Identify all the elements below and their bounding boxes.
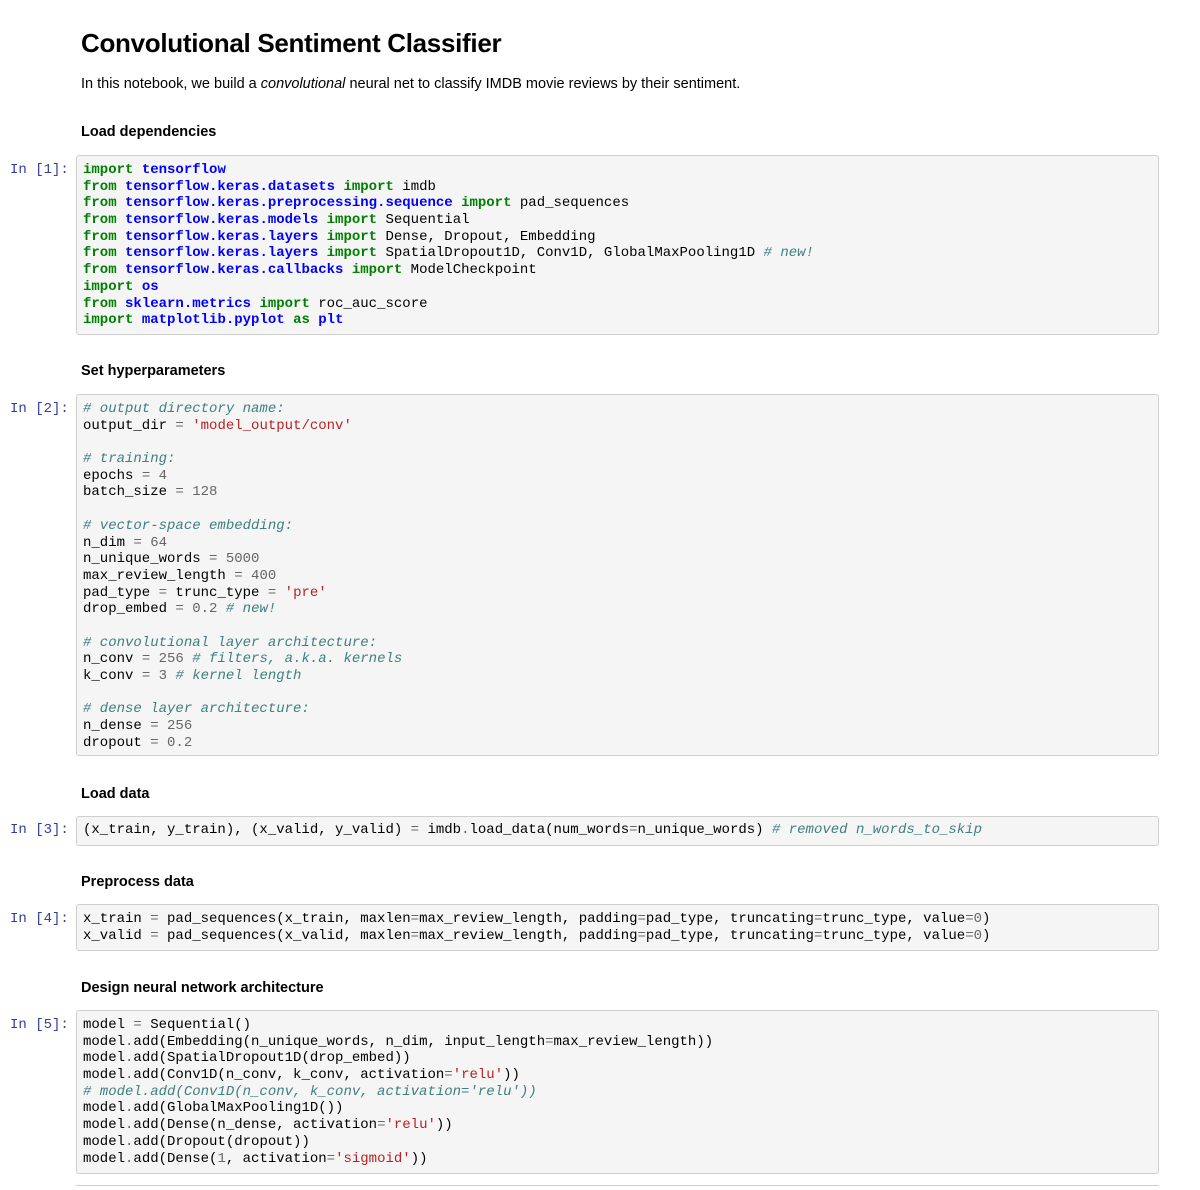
heading-preprocess-data: Preprocess data xyxy=(81,874,194,890)
code-text: pad_sequences(x_valid, maxlen xyxy=(158,927,411,944)
code-text xyxy=(117,262,125,278)
code-text: x_train xyxy=(83,911,151,927)
code-line xyxy=(83,296,1152,313)
code-text: model xyxy=(83,1100,126,1117)
code-string: 'relu' xyxy=(385,1117,436,1134)
code-line xyxy=(83,212,1152,229)
cell-2-prompt: In [2]: xyxy=(10,401,69,417)
code-comment: # kernel length xyxy=(175,668,302,684)
code-line xyxy=(83,1100,1152,1117)
code-text: model xyxy=(83,1133,126,1150)
code-line xyxy=(83,1034,1152,1051)
code-keyword: as xyxy=(293,312,310,329)
code-text: Sequential xyxy=(377,212,470,229)
code-text xyxy=(285,312,293,328)
code-text xyxy=(117,212,125,228)
code-comment: # model.add(Conv1D(n_conv, k_conv, activation='relu')) xyxy=(83,1083,537,1100)
code-text: pad_type, truncating xyxy=(645,927,814,944)
code-line xyxy=(83,601,1152,618)
code-line xyxy=(83,635,1152,652)
code-text: Sequential() xyxy=(141,1017,252,1033)
code-text xyxy=(343,262,351,278)
code-text: max_review_length, padding xyxy=(419,911,638,927)
code-line xyxy=(83,1067,1152,1084)
code-line xyxy=(83,718,1152,735)
code-module: os xyxy=(141,278,159,295)
code-text xyxy=(133,279,141,295)
code-number: 128 xyxy=(192,484,218,501)
code-text: n_dim xyxy=(83,534,134,551)
code-text: model xyxy=(83,1050,126,1067)
code-line xyxy=(83,928,1152,945)
code-text: k_conv xyxy=(83,668,142,684)
code-module: matplotlib.pyplot xyxy=(141,312,285,329)
code-line xyxy=(83,451,1152,468)
code-text: add(SpatialDropout1D(drop_embed)) xyxy=(133,1050,411,1067)
code-keyword: import xyxy=(326,228,378,245)
code-text: ) xyxy=(982,927,991,944)
code-text: imdb xyxy=(393,178,436,195)
code-keyword: import xyxy=(343,178,394,195)
code-number: 256 xyxy=(167,718,193,735)
code-text: add(Conv1D(n_conv, k_conv, activation xyxy=(133,1067,445,1084)
heading-load-dependencies: Load dependencies xyxy=(81,124,217,140)
code-operator: = xyxy=(133,1017,142,1033)
code-line xyxy=(83,279,1152,296)
code-module: tensorflow.keras.preprocessing.sequence xyxy=(125,195,453,212)
code-text: n_unique_words) xyxy=(637,822,772,838)
code-text xyxy=(276,585,284,601)
code-number: 0.2 xyxy=(192,601,218,618)
code-keyword: import xyxy=(259,295,310,312)
code-operator: = xyxy=(175,417,184,434)
code-string: 'model_output/conv' xyxy=(192,417,352,434)
code-comment: # new! xyxy=(763,245,814,262)
code-text: dropout xyxy=(83,734,151,751)
code-keyword: from xyxy=(83,178,117,195)
code-text: model xyxy=(83,1150,126,1167)
code-keyword: import xyxy=(83,162,134,178)
code-line xyxy=(83,418,1152,435)
code-line xyxy=(83,1134,1152,1151)
code-line xyxy=(83,685,1152,702)
code-text xyxy=(117,245,125,261)
code-operator: = xyxy=(637,927,646,944)
code-line xyxy=(83,484,1152,501)
code-text: n_conv xyxy=(83,651,142,668)
code-text: n_dense xyxy=(83,718,151,735)
code-operator: = xyxy=(410,927,420,944)
code-text: model xyxy=(83,1067,126,1084)
code-text: max_review_length xyxy=(83,567,235,584)
code-string: 'sigmoid' xyxy=(335,1150,411,1167)
code-operator: . xyxy=(125,1150,134,1167)
code-comment: # filters, a.k.a. kernels xyxy=(192,651,403,668)
code-operator: = xyxy=(813,927,823,944)
code-cell-5[interactable] xyxy=(76,1010,1159,1174)
code-line xyxy=(83,179,1152,196)
code-operator: = xyxy=(133,534,142,551)
code-line xyxy=(83,651,1152,668)
code-line xyxy=(83,401,1152,418)
code-number: 4 xyxy=(158,467,168,484)
code-keyword: from xyxy=(83,195,117,212)
code-text: add(GlobalMaxPooling1D()) xyxy=(133,1100,344,1117)
code-text xyxy=(117,296,125,312)
code-keyword: from xyxy=(83,262,117,279)
code-operator: . xyxy=(461,822,470,838)
code-line xyxy=(83,701,1152,718)
code-text: drop_embed xyxy=(83,601,176,618)
code-text: pad_sequences xyxy=(511,195,630,212)
code-line xyxy=(83,1050,1152,1067)
heading-load-data: Load data xyxy=(81,786,150,802)
code-text: (x_train, y_train), (x_valid, y_valid) xyxy=(83,822,411,838)
code-line xyxy=(83,822,1152,839)
code-operator: = xyxy=(141,651,151,668)
code-text: pad_sequences(x_train, maxlen xyxy=(158,911,411,927)
code-line xyxy=(83,468,1152,485)
code-text xyxy=(142,535,150,551)
code-operator: = xyxy=(234,567,243,584)
code-text xyxy=(159,718,167,734)
code-line xyxy=(83,735,1152,752)
code-line xyxy=(83,1084,1152,1101)
code-text xyxy=(159,735,167,751)
code-text xyxy=(150,668,158,684)
code-text xyxy=(217,551,225,567)
heading-set-hyperparameters: Set hyperparameters xyxy=(81,363,226,379)
code-cell-1[interactable] xyxy=(76,155,1159,335)
code-text xyxy=(150,651,158,667)
code-line xyxy=(83,911,1152,928)
code-operator: = xyxy=(267,584,277,601)
cell-5-prompt: In [5]: xyxy=(10,1017,69,1033)
code-line xyxy=(83,585,1152,602)
code-line xyxy=(83,245,1152,262)
intro-text-start: In this notebook, we build a xyxy=(81,76,261,92)
code-operator: = xyxy=(326,1150,336,1167)
code-number: 5000 xyxy=(225,551,260,568)
code-text: , activation xyxy=(225,1150,327,1167)
code-text xyxy=(117,179,125,195)
code-operator: . xyxy=(125,1050,134,1067)
code-number: 0 xyxy=(973,927,982,944)
code-line xyxy=(83,501,1152,518)
code-number: 0.2 xyxy=(167,734,193,751)
code-operator: = xyxy=(377,1117,386,1134)
code-text: trunc_type, value xyxy=(822,911,966,927)
code-operator: = xyxy=(141,467,151,484)
code-number: 400 xyxy=(251,567,277,584)
code-comment: # vector-space embedding: xyxy=(83,517,294,534)
code-text: pad_type xyxy=(83,584,159,601)
code-module: tensorflow.keras.datasets xyxy=(125,178,336,195)
code-text: n_unique_words xyxy=(83,551,210,568)
code-module: tensorflow.keras.layers xyxy=(125,245,319,262)
code-text: )) xyxy=(503,1067,520,1084)
code-operator: = xyxy=(150,911,159,927)
code-operator: = xyxy=(209,551,218,568)
code-module: sklearn.metrics xyxy=(125,295,252,312)
code-keyword: import xyxy=(326,212,378,229)
code-line xyxy=(83,162,1152,179)
code-text xyxy=(243,568,251,584)
code-text: SpatialDropout1D, Conv1D, GlobalMaxPooling1D xyxy=(377,245,764,262)
code-text xyxy=(133,312,141,328)
code-comment: # convolutional layer architecture: xyxy=(83,634,378,651)
code-comment: # removed n_words_to_skip xyxy=(771,822,982,838)
code-text xyxy=(318,245,326,261)
code-number: 1 xyxy=(217,1150,226,1167)
code-text: add(Embedding(n_unique_words, n_dim, input_length xyxy=(133,1033,546,1050)
code-line xyxy=(83,668,1152,685)
code-keyword: from xyxy=(83,245,117,262)
code-text: epochs xyxy=(83,467,142,484)
code-text: trunc_type, value xyxy=(822,927,966,944)
code-text xyxy=(184,601,192,617)
code-line xyxy=(83,518,1152,535)
code-text xyxy=(184,484,192,500)
code-text: model xyxy=(83,1033,126,1050)
code-number: 0 xyxy=(973,911,982,927)
code-text xyxy=(318,212,326,228)
code-cell-4[interactable] xyxy=(76,904,1159,951)
code-keyword: import xyxy=(461,195,512,212)
code-operator: . xyxy=(125,1067,134,1084)
code-text xyxy=(150,468,158,484)
code-line xyxy=(83,618,1152,635)
code-line xyxy=(83,262,1152,279)
code-line xyxy=(83,535,1152,552)
code-keyword: import xyxy=(351,262,403,279)
code-number: 3 xyxy=(158,668,168,684)
code-operator: = xyxy=(175,601,184,618)
code-text xyxy=(453,195,461,211)
code-module: tensorflow xyxy=(141,162,226,178)
code-text: add(Dropout(dropout)) xyxy=(133,1133,310,1150)
code-text xyxy=(184,418,192,434)
code-text: output_dir xyxy=(83,417,176,434)
code-text: ModelCheckpoint xyxy=(402,262,537,279)
code-text: pad_type, truncating xyxy=(645,911,814,927)
code-text: max_review_length)) xyxy=(553,1033,714,1050)
code-operator: = xyxy=(444,1067,453,1084)
code-text: model xyxy=(83,1017,134,1033)
code-operator: = xyxy=(637,911,646,927)
code-comment: # output directory name: xyxy=(83,401,285,417)
code-text xyxy=(217,601,225,617)
code-operator: . xyxy=(125,1033,134,1050)
code-operator: = xyxy=(410,911,420,927)
code-cell-3[interactable] xyxy=(76,816,1159,846)
intro-text-end: neural net to classify IMDB movie reviews by their sentiment. xyxy=(345,76,741,92)
code-module: plt xyxy=(318,312,344,329)
code-text: max_review_length, padding xyxy=(419,927,638,944)
code-string: 'relu' xyxy=(452,1067,504,1084)
code-text xyxy=(117,229,125,245)
cell-1-prompt: In [1]: xyxy=(10,162,69,178)
cell-4-prompt: In [4]: xyxy=(10,911,69,927)
code-line xyxy=(83,1151,1152,1168)
code-text: imdb xyxy=(419,822,462,838)
code-text: Dense, Dropout, Embedding xyxy=(377,228,596,245)
code-module: tensorflow.keras.models xyxy=(125,212,319,229)
code-operator: = xyxy=(545,1033,554,1050)
code-line xyxy=(83,551,1152,568)
code-line xyxy=(83,1117,1152,1134)
code-text: load_data(num_words xyxy=(469,822,630,838)
code-comment: # new! xyxy=(225,601,277,618)
code-number: 256 xyxy=(158,651,184,668)
code-line xyxy=(83,312,1152,329)
code-text xyxy=(184,651,192,667)
code-operator: = xyxy=(175,484,184,501)
heading-design-architecture: Design neural network architecture xyxy=(81,980,324,996)
code-comment: # dense layer architecture: xyxy=(83,701,310,718)
code-operator: = xyxy=(150,734,159,751)
code-module: tensorflow.keras.layers xyxy=(125,228,319,245)
code-text: ) xyxy=(982,911,991,927)
code-module: tensorflow.keras.callbacks xyxy=(125,262,344,279)
code-operator: = xyxy=(141,668,151,684)
next-cell-edge xyxy=(76,1185,1159,1190)
code-comment: # training: xyxy=(83,451,176,468)
code-text: roc_auc_score xyxy=(309,295,428,312)
code-keyword: from xyxy=(83,228,117,245)
code-line xyxy=(83,195,1152,212)
code-text xyxy=(117,195,125,211)
intro-emphasis: convolutional xyxy=(260,76,346,92)
code-text xyxy=(318,229,326,245)
code-text: trunc_type xyxy=(167,584,268,601)
code-text: batch_size xyxy=(83,484,176,501)
code-operator: = xyxy=(965,911,974,927)
code-operator: . xyxy=(125,1133,134,1150)
code-operator: = xyxy=(150,927,159,944)
code-text xyxy=(133,162,141,178)
code-line xyxy=(83,229,1152,246)
code-operator: = xyxy=(410,822,420,838)
code-operator: = xyxy=(629,822,638,838)
code-operator: = xyxy=(813,911,823,927)
code-text: add(Dense(n_dense, activation xyxy=(133,1117,378,1134)
code-string: 'pre' xyxy=(284,584,327,601)
code-operator: = xyxy=(965,927,974,944)
code-operator: . xyxy=(125,1100,134,1117)
intro-paragraph xyxy=(81,76,740,92)
code-operator: = xyxy=(150,718,159,735)
notebook-title: Convolutional Sentiment Classifier xyxy=(81,28,502,58)
code-text: model xyxy=(83,1117,126,1134)
code-text: )) xyxy=(435,1117,453,1134)
code-text: )) xyxy=(410,1150,428,1167)
code-keyword: from xyxy=(83,212,117,229)
code-keyword: import xyxy=(83,278,134,295)
code-line xyxy=(83,1017,1152,1034)
code-operator: = xyxy=(158,584,168,601)
code-text: add(Dense( xyxy=(133,1150,218,1167)
code-number: 64 xyxy=(150,534,168,551)
code-operator: . xyxy=(125,1117,134,1134)
code-keyword: import xyxy=(83,312,134,329)
code-line xyxy=(83,434,1152,451)
code-cell-2[interactable] xyxy=(76,394,1159,756)
code-line xyxy=(83,568,1152,585)
code-keyword: import xyxy=(326,245,378,262)
cell-3-prompt: In [3]: xyxy=(10,822,69,838)
code-text: x_valid xyxy=(83,927,151,944)
code-keyword: from xyxy=(83,295,117,312)
